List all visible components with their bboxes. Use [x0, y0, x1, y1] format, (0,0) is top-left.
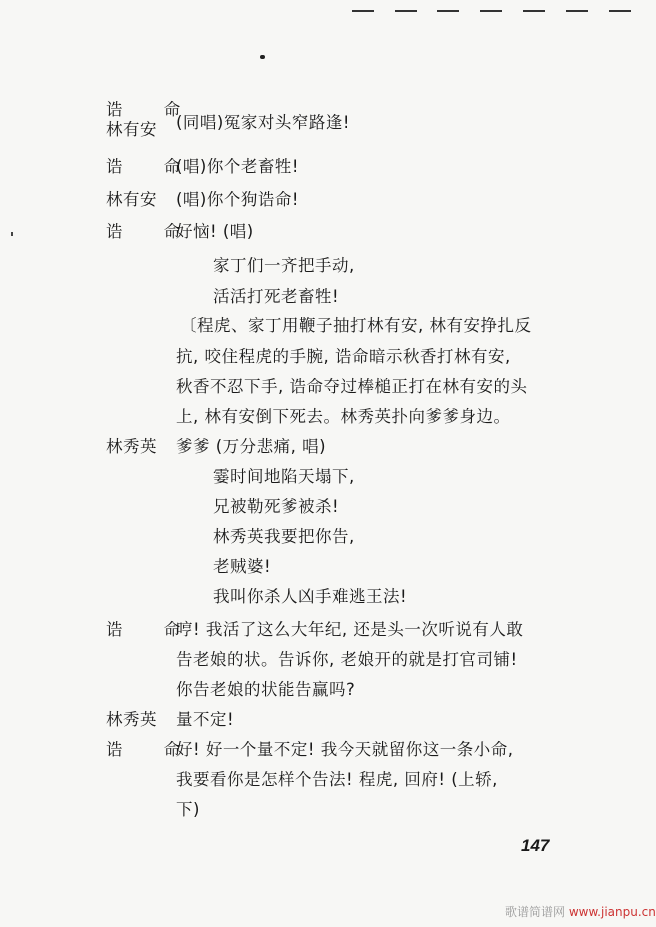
ink-mark	[11, 232, 13, 236]
song-line: 我叫你杀人凶手难逃王法!	[213, 587, 408, 606]
speaker: 林有安	[106, 190, 157, 209]
stage-direction: 秋香不忍下手, 诰命夺过棒槌正打在林有安的头	[176, 377, 528, 396]
speaker: 诰 命	[106, 157, 199, 176]
speaker: 林秀英	[106, 437, 157, 456]
dialogue-line: (同唱)冤家对头窄路逢!	[176, 113, 350, 132]
dialogue-line: 好! 好一个量不定! 我今天就留你这一条小命,	[176, 740, 514, 759]
dialogue-line: 哼! 我活了这么大年纪, 还是头一次听说有人敢	[176, 620, 524, 639]
top-edge-mark	[352, 10, 374, 12]
dialogue-line: 你告老娘的状能告赢吗?	[176, 680, 356, 699]
speaker: 诰 命	[106, 100, 199, 119]
song-line: 兄被勒死爹被杀!	[213, 497, 340, 516]
song-line: 老贼婆!	[213, 557, 272, 576]
stage-direction: 上, 林有安倒下死去。林秀英扑向爹爹身边。	[176, 407, 511, 426]
dialogue-line: 下)	[176, 800, 200, 819]
top-edge-mark	[566, 10, 588, 12]
speaker: 诰 命	[106, 222, 199, 241]
dialogue-line: 量不定!	[176, 710, 235, 729]
top-edge-mark	[609, 10, 631, 12]
speaker: 诰 命	[106, 620, 199, 639]
top-edge-mark	[480, 10, 502, 12]
dialogue-line: 好恼! (唱)	[176, 222, 254, 241]
dialogue-line: (唱)你个狗诰命!	[176, 190, 299, 209]
song-line: 林秀英我要把你告,	[213, 527, 355, 546]
dialogue-line: 爹爹 (万分悲痛, 唱)	[176, 437, 327, 456]
song-line: 家丁们一齐把手动,	[213, 256, 355, 275]
stage-direction: 抗, 咬住程虎的手腕, 诰命暗示秋香打林有安,	[176, 347, 511, 366]
stage-direction: 〔程虎、家丁用鞭子抽打林有安, 林有安挣扎反	[180, 316, 532, 335]
dialogue-line: 我要看你是怎样个告法! 程虎, 回府! (上轿,	[176, 770, 498, 789]
song-line: 活活打死老畜牲!	[213, 287, 340, 306]
dialogue-line: (唱)你个老畜牲!	[176, 157, 299, 176]
speaker: 林秀英	[106, 710, 157, 729]
dialogue-line: 告老娘的状。告诉你, 老娘开的就是打官司铺!	[176, 650, 518, 669]
top-edge-mark	[437, 10, 459, 12]
speaker: 诰 命	[106, 740, 199, 759]
watermark-site: 歌谱简谱网	[505, 905, 566, 919]
watermark	[505, 903, 656, 920]
watermark-url: www.jianpu.cn	[568, 905, 656, 919]
page-number: 147	[521, 836, 550, 855]
song-line: 霎时间地陷天塌下,	[213, 467, 355, 486]
top-edge-mark	[523, 10, 545, 12]
speaker: 林有安	[106, 120, 157, 139]
ink-dot	[260, 55, 265, 59]
top-edge-mark	[395, 10, 417, 12]
